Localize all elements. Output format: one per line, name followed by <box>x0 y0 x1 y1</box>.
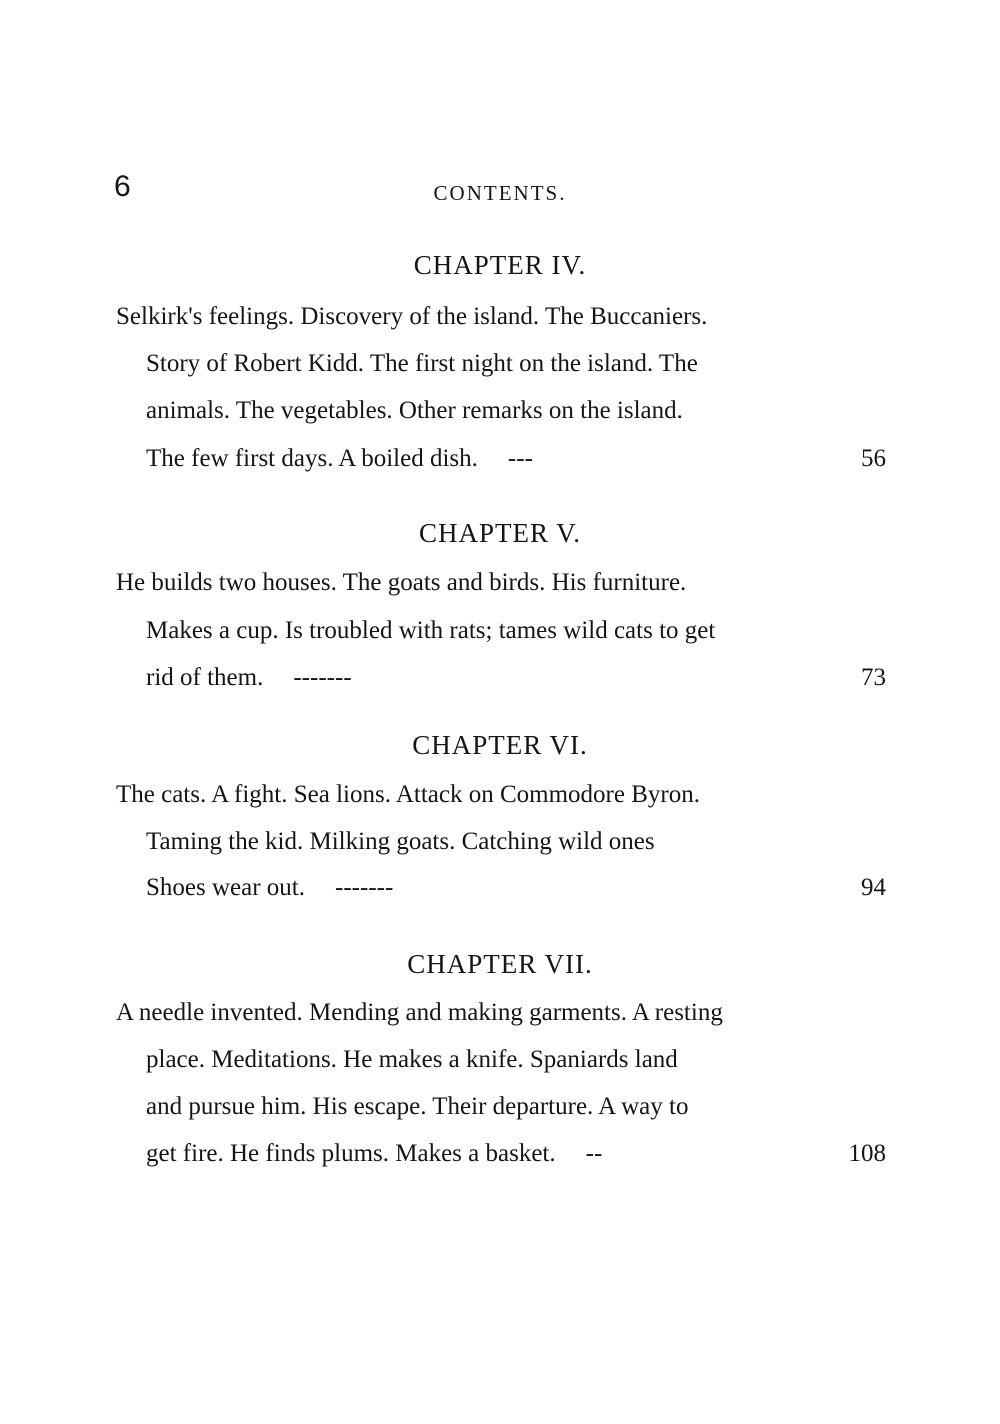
chapter-page-number: 73 <box>861 664 886 691</box>
leader-dash: - <box>376 874 385 901</box>
toc-text: The few first days. A boiled dish. <box>146 445 478 472</box>
leader-dash: - <box>343 664 352 691</box>
toc-line <box>146 1090 886 1124</box>
chapter-page-number: 56 <box>861 445 886 472</box>
toc-text: rid of them. <box>146 664 264 691</box>
chapter-heading: CHAPTER VI. <box>412 730 588 760</box>
leader-dash: - <box>585 1140 594 1167</box>
leader-dash: - <box>310 664 319 691</box>
toc-text: Makes a cup. Is troubled with rats; tames wild cats to get <box>146 617 716 644</box>
leader-dash: - <box>351 874 360 901</box>
toc-text: Story of Robert Kidd. The first night on the island. The <box>146 350 698 377</box>
toc-line-with-page <box>146 871 886 905</box>
leader-dash: - <box>359 874 369 901</box>
toc-text: He builds two houses. The goats and birds. His furniture. <box>116 569 687 596</box>
toc-text: place. Meditations. He makes a knife. Spaniards land <box>146 1046 678 1073</box>
leader-dash: - <box>368 874 377 901</box>
chapter-page-number: 94 <box>861 874 886 901</box>
toc-text: animals. The vegetables. Other remarks on the island. <box>146 397 683 424</box>
chapter-heading: CHAPTER V. <box>418 518 582 548</box>
dot-leader <box>263 661 861 695</box>
dot-leader <box>305 871 861 905</box>
page-number: 6 <box>114 170 131 203</box>
leader-dash: - <box>384 874 394 901</box>
leader-dash: - <box>334 664 344 691</box>
toc-text: get fire. He finds plums. Makes a basket. <box>146 1140 556 1167</box>
toc-line-with-page <box>146 1137 886 1171</box>
toc-text: Taming the kid. Milking goats. Catching wild ones <box>146 828 655 855</box>
toc-line <box>146 825 886 859</box>
leader-dash: - <box>516 445 525 472</box>
leader-dash: - <box>301 664 310 691</box>
chapter-heading: CHAPTER VII. <box>407 949 593 979</box>
chapter-page-number: 108 <box>848 1140 886 1167</box>
toc-line-with-page <box>146 442 886 476</box>
toc-text: A needle invented. Mending and making garments. A resting <box>116 999 723 1026</box>
toc-line <box>146 614 886 648</box>
running-title: CONTENTS. <box>433 181 567 205</box>
toc-line <box>116 778 886 812</box>
leader-dash: - <box>507 445 517 472</box>
dot-leader <box>478 442 861 476</box>
toc-line <box>146 1043 886 1077</box>
leader-dash: - <box>318 664 327 691</box>
chapter-heading: CHAPTER IV. <box>413 250 587 280</box>
leader-dash: - <box>343 874 352 901</box>
leader-dash: - <box>593 1140 603 1167</box>
leader-dash: - <box>524 445 533 472</box>
toc-line <box>116 996 886 1030</box>
toc-text: Selkirk's feelings. Discovery of the island. The Buccaniers. <box>116 303 708 330</box>
toc-text: The cats. A fight. Sea lions. Attack on Commodore Byron. <box>116 781 700 808</box>
toc-text: and pursue him. His escape. Their departure. A way to <box>146 1093 689 1120</box>
toc-line-with-page <box>146 661 886 695</box>
toc-text: Shoes wear out. <box>146 874 305 901</box>
leader-dash: - <box>293 664 302 691</box>
toc-line <box>116 300 886 334</box>
toc-line <box>146 347 886 381</box>
toc-line <box>146 394 886 428</box>
dot-leader <box>556 1137 849 1171</box>
leader-dash: - <box>326 664 335 691</box>
toc-line <box>116 566 886 600</box>
leader-dash: - <box>335 874 344 901</box>
